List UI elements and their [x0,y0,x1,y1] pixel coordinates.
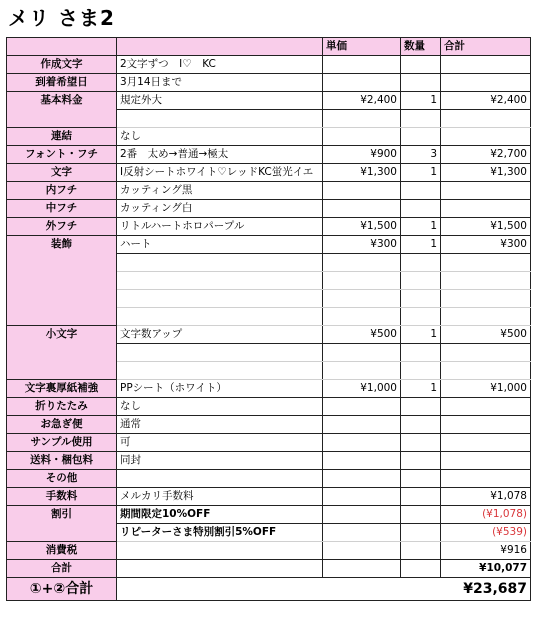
discount-2-label: リピーターさま特別割引5%OFF [117,524,323,542]
row-value: 規定外大 [117,92,323,110]
row-label: 文字 [7,164,117,182]
row-unit-price: ¥2,400 [323,92,401,110]
row-naka [7,200,531,218]
row-value: 可 [117,434,323,452]
row-kihon [7,92,531,110]
row-label: サンプル使用 [7,434,117,452]
row-value: 3月14日まで [117,74,323,92]
row-unit-price: ¥900 [323,146,401,164]
row-qty: 1 [401,380,441,398]
row-label: その他 [7,470,117,488]
row-value: リトルハートホロパープル [117,218,323,236]
header-blank-2 [117,38,323,56]
row-moji [7,164,531,182]
row-soto [7,218,531,236]
row-value: 同封 [117,452,323,470]
row-value: カッティング白 [117,200,323,218]
row-label: 基本料金 [7,92,117,110]
estimate-table [6,37,531,601]
row-unit-price: ¥300 [323,236,401,254]
row-total: ¥1,000 [441,380,531,398]
header-unit-price: 単価 [323,38,401,56]
row-sample [7,434,531,452]
row-total: ¥1,300 [441,164,531,182]
row-soshoku [7,236,531,254]
row-soryo [7,452,531,470]
row-uraatsu [7,380,531,398]
row-tesuryo [7,488,531,506]
row-value [117,470,323,488]
row-value: 通常 [117,416,323,434]
row-grand-total [7,578,531,601]
row-total: ¥300 [441,236,531,254]
row-label: 送料・梱包料 [7,452,117,470]
row-total: ¥2,700 [441,146,531,164]
row-label: 文字裏厚紙補強 [7,380,117,398]
row-label: 中フチ [7,200,117,218]
discount-2-amount: (¥539) [441,524,531,542]
row-unit-price: ¥1,300 [323,164,401,182]
row-total: ¥916 [441,542,531,560]
row-label: 小文字 [7,326,117,344]
row-label: 連結 [7,128,117,146]
row-oritatami [7,398,531,416]
row-tochaku [7,74,531,92]
row-waribiki-2 [7,524,531,542]
row-qty: 1 [401,236,441,254]
row-total: ¥1,500 [441,218,531,236]
row-label: 内フチ [7,182,117,200]
row-label: フォント・フチ [7,146,117,164]
row-label: 装飾 [7,236,117,254]
row-label: 合計 [7,560,117,578]
row-total: ¥2,400 [441,92,531,110]
row-font [7,146,531,164]
row-value: メルカリ手数料 [117,488,323,506]
row-value: なし [117,128,323,146]
row-gokei [7,560,531,578]
header-blank-1 [7,38,117,56]
row-waribiki [7,506,531,524]
row-qty: 1 [401,326,441,344]
row-komoji [7,326,531,344]
row-qty: 1 [401,218,441,236]
row-label: 折りたたみ [7,398,117,416]
row-label: 作成文字 [7,56,117,74]
header-qty: 数量 [401,38,441,56]
row-value: PPシート（ホワイト） [117,380,323,398]
row-label: 手数料 [7,488,117,506]
row-value: 文字数アップ [117,326,323,344]
header-total: 合計 [441,38,531,56]
row-qty: 1 [401,92,441,110]
grand-total-value: ¥23,687 [117,578,531,601]
row-value: ハート [117,236,323,254]
row-unit-price: ¥1,500 [323,218,401,236]
row-oisogi [7,416,531,434]
discount-1-amount: (¥1,078) [441,506,531,524]
row-unit-price: ¥1,000 [323,380,401,398]
row-label: 消費税 [7,542,117,560]
grand-total-label: ①+②合計 [7,578,117,601]
header-row [7,38,531,56]
row-value: 2文字ずつ I♡ KC [117,56,323,74]
row-total: ¥500 [441,326,531,344]
discount-1-label: 期間限定10%OFF [117,506,323,524]
page-title: メリ さま2 [8,6,115,30]
row-total: ¥10,077 [441,560,531,578]
row-value: I反射シートホワイト♡レッドKC蛍光イエ [117,164,323,182]
row-unit-price: ¥500 [323,326,401,344]
row-uchi [7,182,531,200]
row-qty: 3 [401,146,441,164]
row-label: 到着希望日 [7,74,117,92]
row-sonota [7,470,531,488]
row-qty: 1 [401,164,441,182]
row-sakusei [7,56,531,74]
row-label: 割引 [7,506,117,524]
row-value: 2番 太め→普通→極太 [117,146,323,164]
row-shohizei [7,542,531,560]
row-kihon-extra [7,110,531,128]
row-value: なし [117,398,323,416]
row-total: ¥1,078 [441,488,531,506]
row-value: カッティング黒 [117,182,323,200]
row-label: お急ぎ便 [7,416,117,434]
row-label: 外フチ [7,218,117,236]
row-renketsu [7,128,531,146]
